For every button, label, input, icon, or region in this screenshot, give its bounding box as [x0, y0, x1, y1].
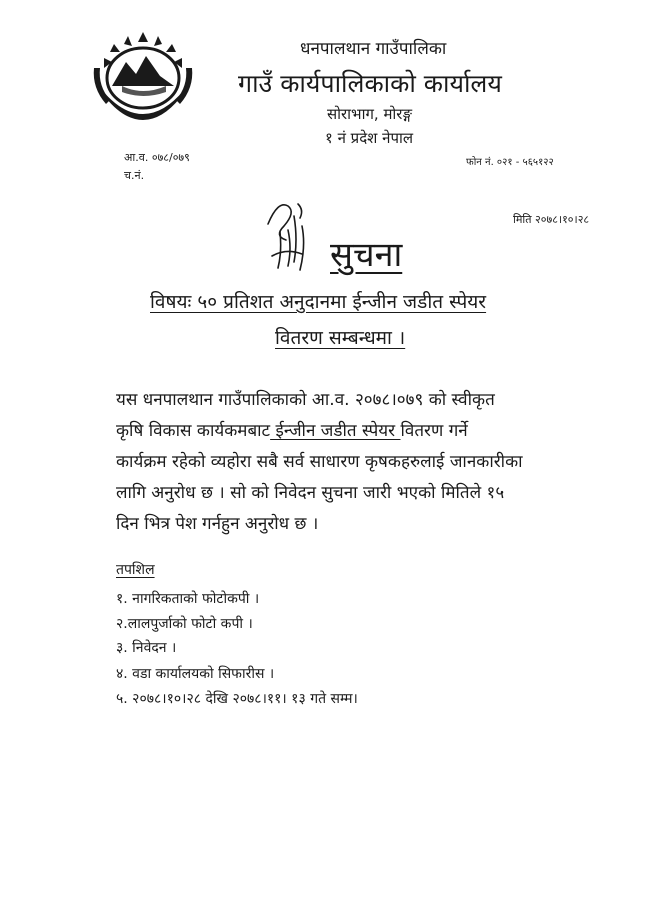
body-line-3: कार्यक्रम रहेको व्यहोरा सबै सर्व साधारण कृषकहरुलाई जानकारीका [116, 452, 523, 472]
body-line-2 [116, 418, 468, 441]
subject-line-1: विषयः ५० प्रतिशत अनुदानमा ईन्जीन जडीत स्पेयर [150, 291, 487, 313]
body-line-2-underlined: ईन्जीन जडीत स्पेयर [270, 421, 401, 441]
body-line-1: यस धनपालथान गाउँपालिकाको आ.व. २०७८।०७९ को स्वीकृत [116, 390, 495, 410]
office-province: १ नं प्रदेश नेपाल [325, 129, 414, 147]
details-heading: तपशिल [116, 562, 155, 578]
details-item: ५. २०७८।१०।२८ देखि २०७८।११। १३ गते सम्म। [116, 691, 358, 707]
body-line-5: दिन भित्र पेश गर्नहुन अनुरोध छ । [116, 514, 319, 534]
notice-date: मिति २०७८।१०।२८ [513, 213, 590, 226]
office-location: सोराभाग, मोरङ्ग [327, 105, 412, 123]
details-item: ४. वडा कार्यालयको सिफारीस । [116, 666, 275, 682]
notice-title: सुचना [330, 235, 403, 275]
office-name: गाउँ कार्यपालिकाको कार्यालय [238, 69, 502, 98]
details-item: २.लालपुर्जाको फोटो कपी । [116, 616, 253, 632]
dispatch-number: च.नं. [124, 169, 145, 182]
phone-number: फोन नं. ०२१ - ५६५१२२ [466, 157, 554, 168]
nepal-emblem-icon [88, 28, 198, 120]
body-line-2-post: वितरण गर्ने [400, 421, 468, 441]
municipality-name: धनपालथान गाउँपालिका [300, 39, 447, 59]
signature-icon [258, 196, 314, 274]
fiscal-year: आ.व. ०७८/०७९ [124, 151, 190, 164]
details-item: ३. निवेदन । [116, 640, 177, 656]
subject-line-2: वितरण सम्बन्धमा । [275, 327, 406, 349]
body-line-4: लागि अनुरोध छ । सो को निवेदन सुचना जारी भएको मितिले १५ [116, 483, 505, 503]
body-line-2-pre: कृषि विकास कार्यकमबाट [116, 421, 271, 441]
details-item: १. नागरिकताको फोटोकपी । [116, 591, 260, 607]
